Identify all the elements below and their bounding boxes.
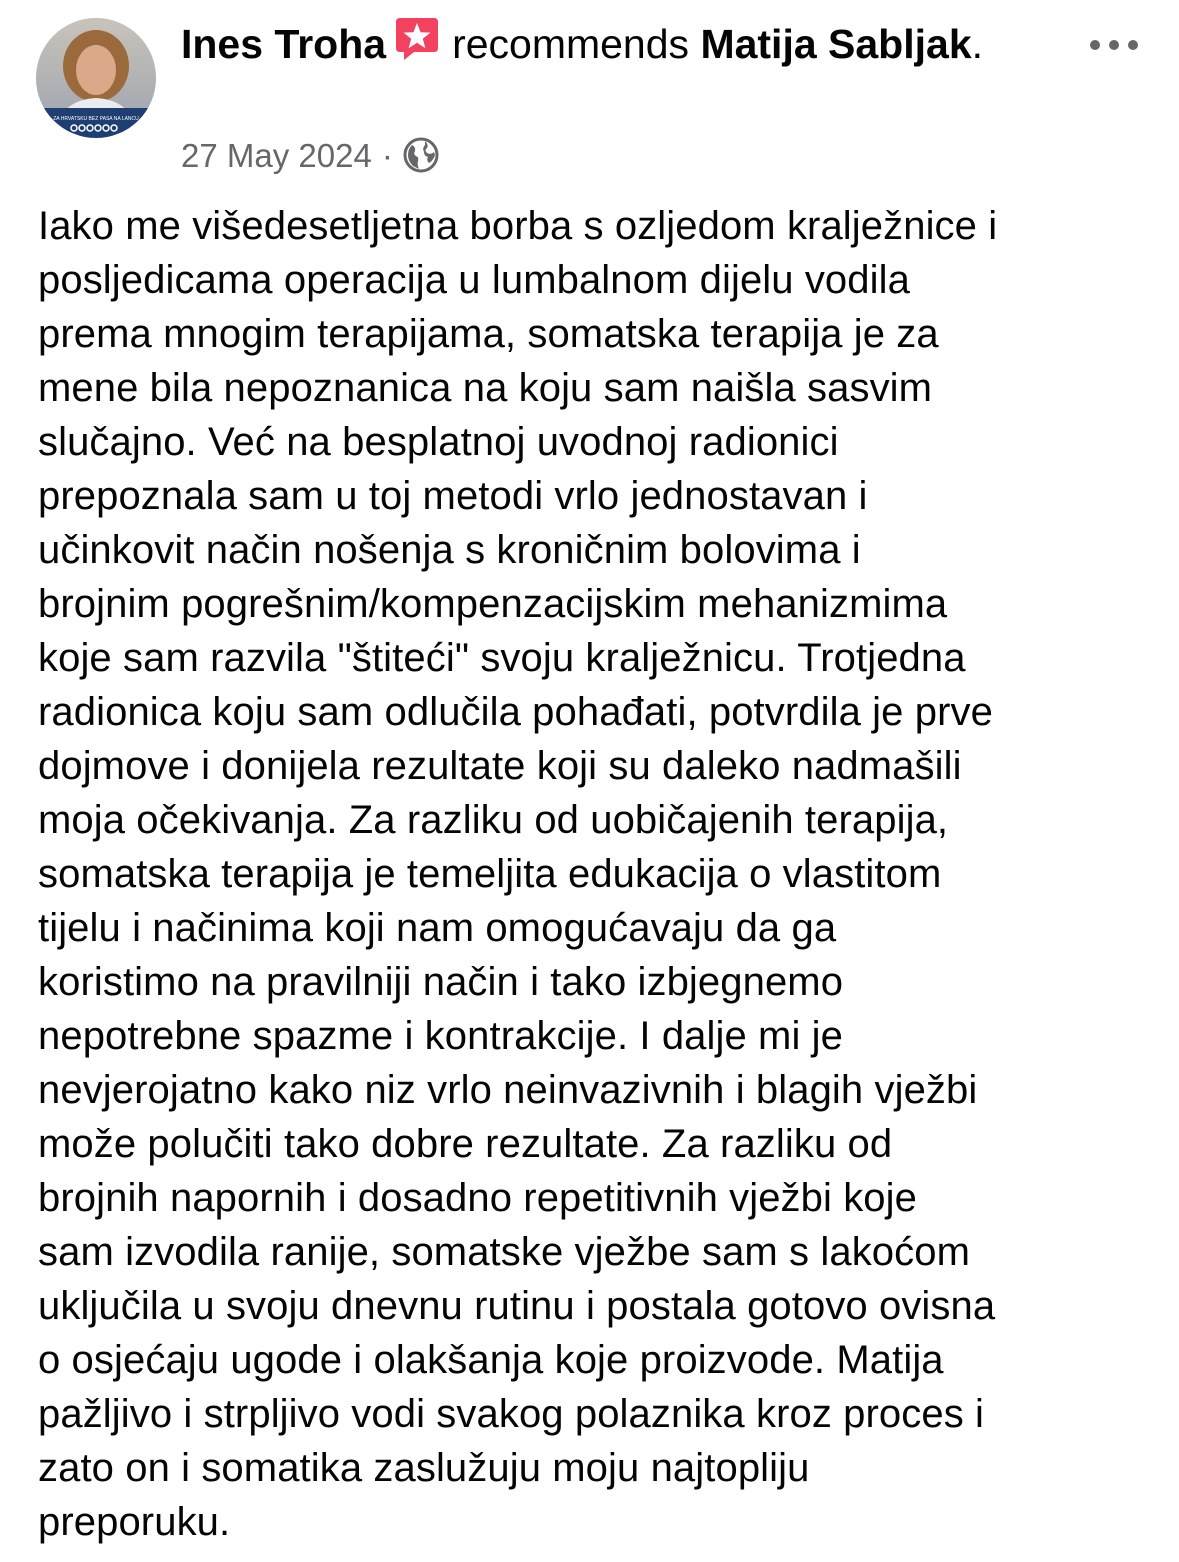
post-meta	[181, 134, 439, 178]
more-options-button[interactable]	[1086, 30, 1142, 60]
avatar-caption: ZA HRVATSKU BEZ PASA NA LANCU	[53, 116, 139, 122]
post-header	[181, 14, 1001, 73]
meta-separator: ·	[381, 137, 393, 174]
avatar-photo	[36, 18, 156, 138]
recommended-page-name[interactable]: Matija Sabljak	[700, 21, 972, 67]
author-avatar[interactable]	[36, 18, 156, 138]
author-name[interactable]: Ines Troha	[181, 21, 387, 67]
recommendation-text: Iako me višedesetljetna borba s ozljedom kralježnice i posljedicama operacija u lumbalnom dijelu vodila prema mnogim terapijama, somatska terapija je za mene bila nepoznanica na koju sam naišla sasvim slučajno. Već na besplatnoj uvodnoj radionici prepoznala sam u toj metodi vrlo jednostavan i učinkovit način nošenja s kroničnim bolovima i brojnim pogrešnim/kompenzacijskim mehanizmima koje sam razvila "štiteći" svoju kralježnicu. Trotjedna radionica koju sam odlučila pohađati, potvrdila je prve dojmove i donijela rezultate koji su daleko nadmašili moja očekivanja. Za razliku od uobičajenih terapija, somatska terapija je temeljita edukacija o vlastitom tijelu i načinima koji nam omogućavaju da ga koristimo na pravilniji način i tako izbjegnemo nepotrebne spazme i kontrakcije. I dalje mi je nevjerojatno kako niz vrlo neinvazivnih i blagih vježbi može polučiti tako dobre rezultate. Za razliku od brojnih napornih i dosadno repetitivnih vježbi koje sam izvodila ranije, somatske vježbe sam s lakoćom uključila u svoju dnevnu rutinu i postala gotovo ovisna o osjećaju ugode i olakšanja koje proizvode. Matija pažljivo i strpljivo vodi svakog polaznika kroz proces i zato on i somatika zaslužuju moju najtopliju preporuku.	[38, 204, 998, 1544]
star-badge-icon	[392, 14, 442, 64]
recommends-text: recommends	[452, 21, 690, 67]
globe-icon[interactable]	[403, 137, 439, 173]
ellipsis-icon	[1086, 30, 1142, 60]
post-date[interactable]: 27 May 2024	[181, 137, 372, 174]
header-period: .	[971, 21, 984, 67]
